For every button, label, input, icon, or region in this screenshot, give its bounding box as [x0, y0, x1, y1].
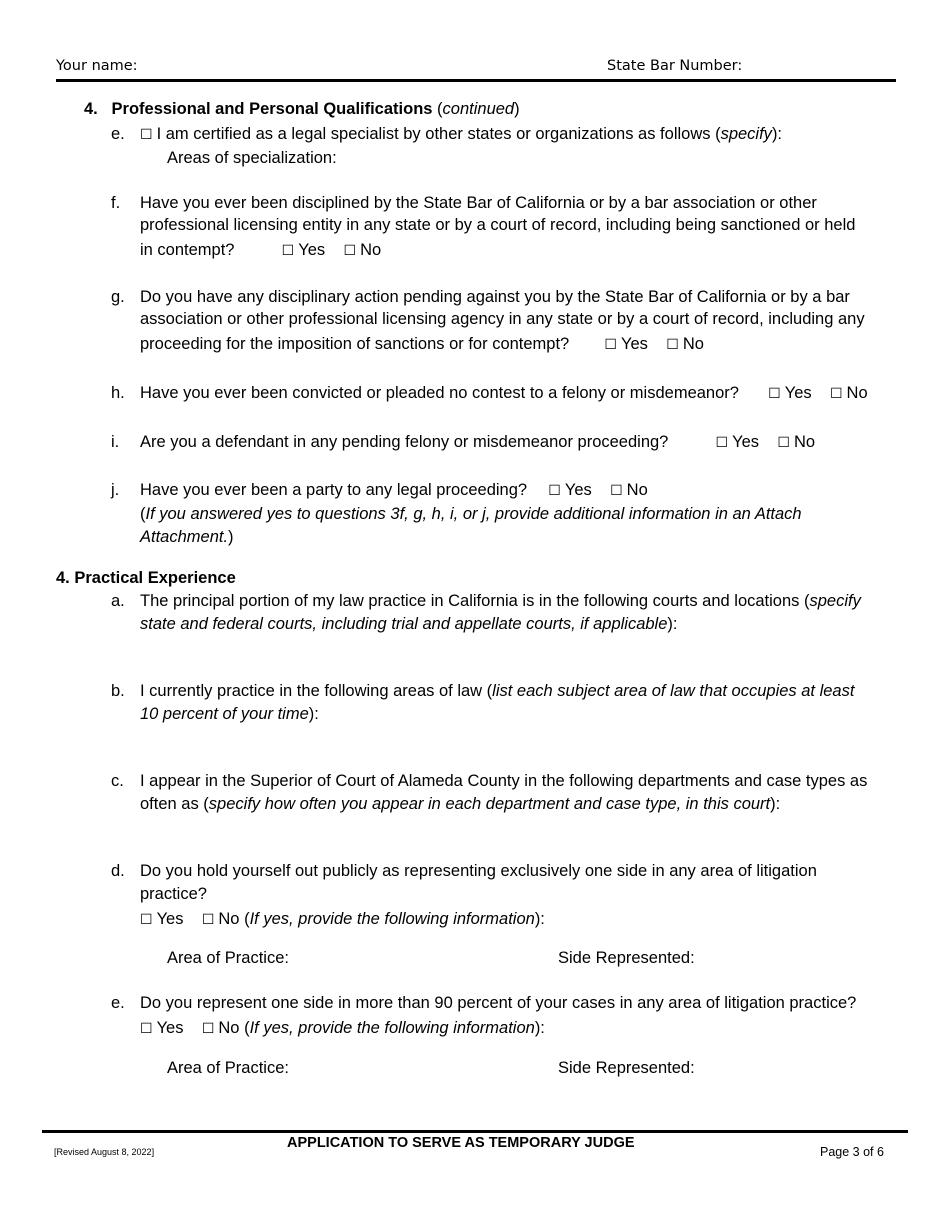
qual-f-line3: in contempt? ☐ Yes ☐ No — [140, 239, 381, 262]
checkbox-icon[interactable]: ☐ — [201, 1021, 215, 1037]
exp-b-line1: I currently practice in the following areas of law (list each subject area of law that occupies at least — [140, 682, 855, 700]
exp-d-line2: practice? — [140, 885, 207, 903]
exp-e-line1: Do you represent one side in more than 90 percent of your cases in any area of litigation practice? — [140, 994, 857, 1012]
exp-d-options: ☐ Yes ☐ No (If yes, provide the following information): — [140, 908, 545, 931]
exp-a-line1: The principal portion of my law practice in California is in the following courts and locations (specify — [140, 592, 861, 610]
qual-g-yes-option[interactable]: ☐ Yes — [604, 333, 647, 356]
exp-c-line2: often as (specify how often you appear in each department and case type, in this court): — [140, 795, 781, 813]
qual-f-letter: f. — [111, 194, 121, 212]
qual-e-letter: e. — [111, 125, 125, 143]
footer-revised: [Revised August 8, 2022] — [54, 1147, 155, 1157]
qual-i-no-option[interactable]: ☐ No — [777, 431, 815, 454]
exp-e-options: ☐ Yes ☐ No (If yes, provide the following information): — [140, 1017, 545, 1040]
exp-d-letter: d. — [111, 862, 125, 880]
footer-page-number: Page 3 of 6 — [820, 1145, 884, 1159]
checkbox-icon[interactable]: ☐ — [829, 386, 843, 402]
section-qual-heading: 4. Professional and Personal Qualifications (continued) — [84, 100, 520, 118]
checkbox-icon[interactable]: ☐ — [768, 386, 781, 402]
header-rule — [56, 79, 896, 82]
qual-i-letter: i. — [111, 433, 120, 451]
exp-a-letter: a. — [111, 592, 125, 610]
qual-f-line1: Have you ever been disciplined by the State Bar of California or by a bar association or other — [140, 194, 817, 212]
checkbox-icon[interactable]: ☐ — [604, 337, 617, 353]
footer-title: APPLICATION TO SERVE AS TEMPORARY JUDGE — [287, 1135, 635, 1151]
exp-e-side-label: Side Represented: — [558, 1059, 695, 1077]
exp-d-side-label: Side Represented: — [558, 949, 695, 967]
checkbox-icon[interactable]: ☐ — [140, 1021, 153, 1037]
checkbox-icon[interactable]: ☐ — [610, 483, 623, 499]
exp-e-no-option[interactable]: ☐ No — [202, 1017, 240, 1040]
section-qual-title: Professional and Personal Qualifications — [111, 100, 433, 118]
checkbox-icon[interactable]: ☐ — [343, 243, 357, 259]
checkbox-icon[interactable]: ☐ — [715, 435, 729, 451]
exp-d-no-option[interactable]: ☐ No — [202, 908, 240, 931]
exp-e-letter: e. — [111, 994, 125, 1012]
qual-j-note-line2: Attachment.) — [140, 528, 234, 546]
qual-i-line1: Are you a defendant in any pending felony or misdemeanor proceeding? ☐ Yes ☐ No — [140, 431, 815, 454]
checkbox-icon[interactable]: ☐ — [281, 243, 295, 259]
qual-g-line1: Do you have any disciplinary action pending against you by the State Bar of California or by a bar — [140, 288, 850, 306]
checkbox-icon[interactable]: ☐ — [140, 127, 153, 143]
qual-h-letter: h. — [111, 384, 125, 402]
qual-f-line2: professional licensing entity in any state or by a court of record, including being sanctioned or held — [140, 216, 856, 234]
checkbox-icon[interactable]: ☐ — [140, 912, 153, 928]
section-qual-number: 4. — [84, 100, 98, 118]
checkbox-icon[interactable]: ☐ — [548, 483, 561, 499]
qual-g-line3: proceeding for the imposition of sanctions or for contempt? ☐ Yes ☐ No — [140, 333, 704, 356]
checkbox-icon[interactable]: ☐ — [666, 337, 679, 353]
exp-a-line2: state and federal courts, including trial and appellate courts, if applicable): — [140, 615, 678, 633]
exp-c-letter: c. — [111, 772, 124, 790]
qual-j-line1: Have you ever been a party to any legal proceeding? ☐ Yes ☐ No — [140, 479, 648, 502]
qual-e-areas-label: Areas of specialization: — [167, 149, 337, 167]
checkbox-icon[interactable]: ☐ — [201, 912, 215, 928]
qual-g-line2: association or other professional licensing agency in any state or by a court of record, including any — [140, 310, 865, 328]
qual-h-yes-option[interactable]: ☐ Yes — [768, 382, 811, 405]
your-name-label: Your name: — [56, 58, 138, 74]
qual-j-letter: j. — [111, 481, 120, 499]
qual-f-no-option[interactable]: ☐ No — [344, 239, 382, 262]
qual-g-no-option[interactable]: ☐ No — [666, 333, 704, 356]
exp-e-yes-option[interactable]: ☐ Yes — [140, 1017, 183, 1040]
exp-d-line1: Do you hold yourself out publicly as representing exclusively one side in any area of litigation — [140, 862, 817, 880]
checkbox-icon[interactable]: ☐ — [777, 435, 790, 451]
section-qual-continued: continued — [442, 100, 515, 118]
qual-j-no-option[interactable]: ☐ No — [610, 479, 648, 502]
qual-h-line1: Have you ever been convicted or pleaded no contest to a felony or misdemeanor? ☐ Yes ☐ No — [140, 382, 868, 405]
qual-g-letter: g. — [111, 288, 125, 306]
exp-d-area-label: Area of Practice: — [167, 949, 289, 967]
exp-b-line2: 10 percent of your time): — [140, 705, 319, 723]
qual-h-no-option[interactable]: ☐ No — [830, 382, 868, 405]
exp-c-line1: I appear in the Superior of Court of Alameda County in the following departments and case types as — [140, 772, 868, 790]
exp-e-area-label: Area of Practice: — [167, 1059, 289, 1077]
exp-d-yes-option[interactable]: ☐ Yes — [140, 908, 183, 931]
state-bar-number-label: State Bar Number: — [607, 58, 743, 74]
footer-rule — [42, 1130, 908, 1133]
qual-j-yes-option[interactable]: ☐ Yes — [548, 479, 591, 502]
qual-e-text: ☐ I am certified as a legal specialist by other states or organizations as follows (specify): — [140, 123, 782, 146]
qual-j-note-line1: (If you answered yes to questions 3f, g, h, i, or j, provide additional information in an Attach — [140, 505, 802, 523]
section-exp-title: 4. Practical Experience — [56, 569, 236, 587]
exp-b-letter: b. — [111, 682, 125, 700]
qual-i-yes-option[interactable]: ☐ Yes — [716, 431, 759, 454]
qual-f-yes-option[interactable]: ☐ Yes — [282, 239, 325, 262]
